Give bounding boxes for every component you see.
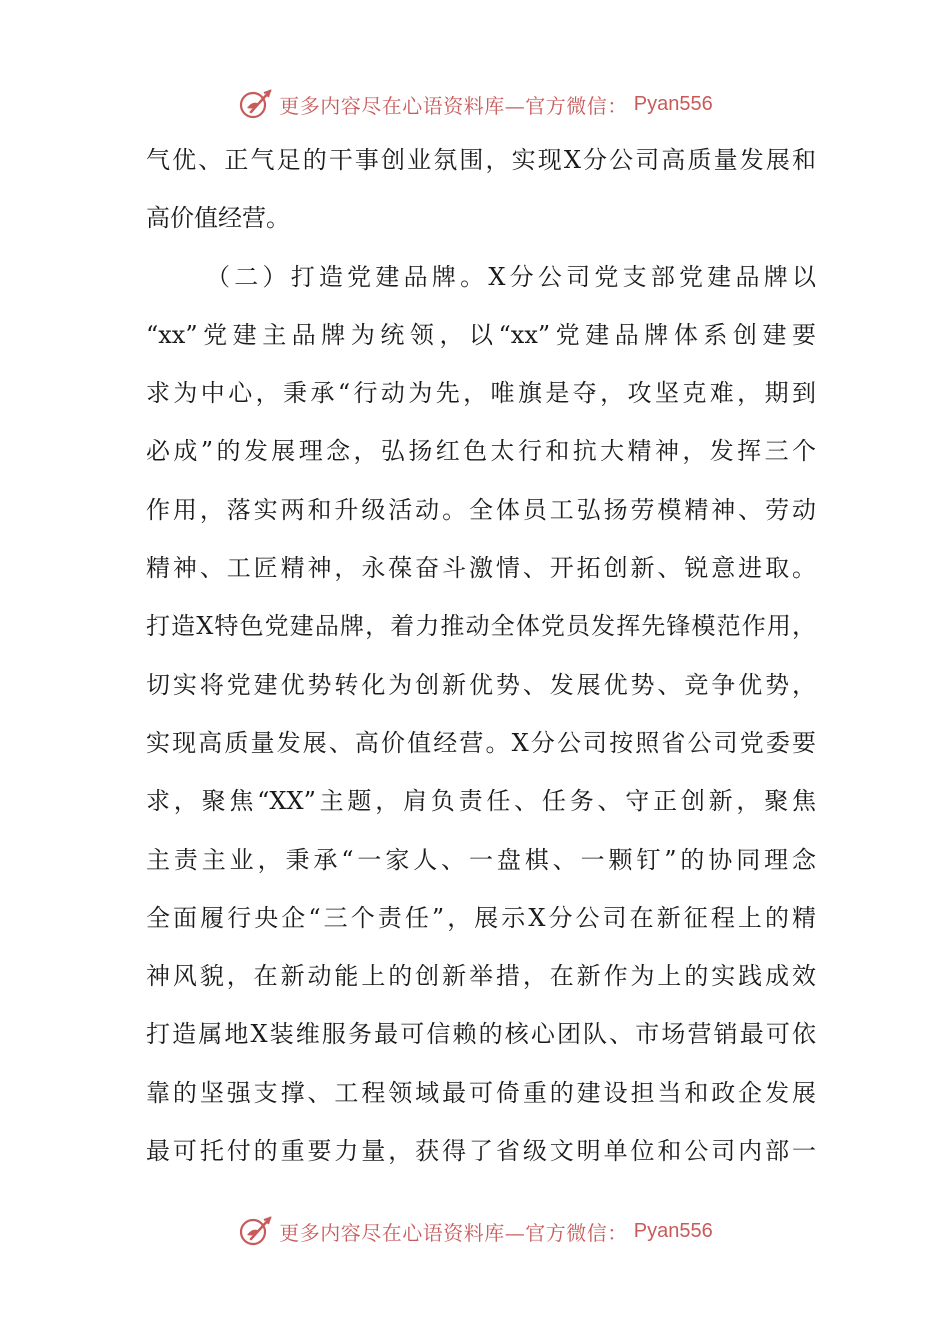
- body-line: 靠的坚强支撑、工程领域最可倚重的建设担当和政企发展: [146, 1078, 816, 1107]
- body-line: 主责主业，秉承“一家人、一盘棋、一颗钉”的协同理念: [146, 845, 816, 874]
- header-banner: [0, 84, 950, 124]
- body-line: 气优、正气足的干事创业氛围，实现X分公司高质量发展和: [146, 146, 816, 174]
- footer-banner: [0, 1211, 950, 1251]
- body-line: 打造X特色党建品牌，着力推动全体党员发挥先锋模范作用，: [146, 612, 816, 641]
- document-body: [146, 131, 816, 1180]
- quill-seal-icon: [237, 86, 273, 122]
- body-line: 神风貌，在新动能上的创新举措，在新作为上的实践成效: [146, 962, 816, 991]
- body-line: 全面履行央企“三个责任”，展示X分公司在新征程上的精: [146, 903, 816, 932]
- body-line: 切实将党建优势转化为创新优势、发展优势、竞争优势，: [146, 670, 816, 699]
- body-line: 实现高质量发展、高价值经营。X分公司按照省公司党委要: [146, 728, 816, 757]
- body-line: “xx”党建主品牌为统领，以“xx”党建品牌体系创建要: [146, 320, 816, 349]
- quill-seal-icon: [237, 1213, 273, 1249]
- wechat-id: Pyan556: [633, 92, 713, 115]
- banner-text: 更多内容尽在心语资料库—官方微信：: [279, 93, 628, 118]
- banner-text: 更多内容尽在心语资料库—官方微信：: [279, 1220, 628, 1245]
- body-line: 打造属地X装维服务最可信赖的核心团队、市场营销最可依: [146, 1020, 816, 1049]
- section-heading-line: （二）打造党建品牌。X分公司党支部党建品牌以: [206, 262, 816, 291]
- body-line: 作用，落实两和升级活动。全体员工弘扬劳模精神、劳动: [146, 495, 816, 524]
- body-line: 求为中心，秉承“行动为先，唯旗是夺，攻坚克难，期到: [146, 379, 816, 408]
- body-line: 精神、工匠精神，永葆奋斗激情、开拓创新、锐意进取。: [146, 554, 816, 583]
- body-line: 必成”的发展理念，弘扬红色太行和抗大精神，发挥三个: [146, 437, 816, 466]
- wechat-id: Pyan556: [633, 1219, 713, 1242]
- body-line: 求，聚焦“XX”主题，肩负责任、任务、守正创新，聚焦: [146, 787, 816, 816]
- body-line: 最可托付的重要力量，获得了省级文明单位和公司内部一: [146, 1137, 816, 1166]
- body-line: 高价值经营。: [146, 204, 290, 233]
